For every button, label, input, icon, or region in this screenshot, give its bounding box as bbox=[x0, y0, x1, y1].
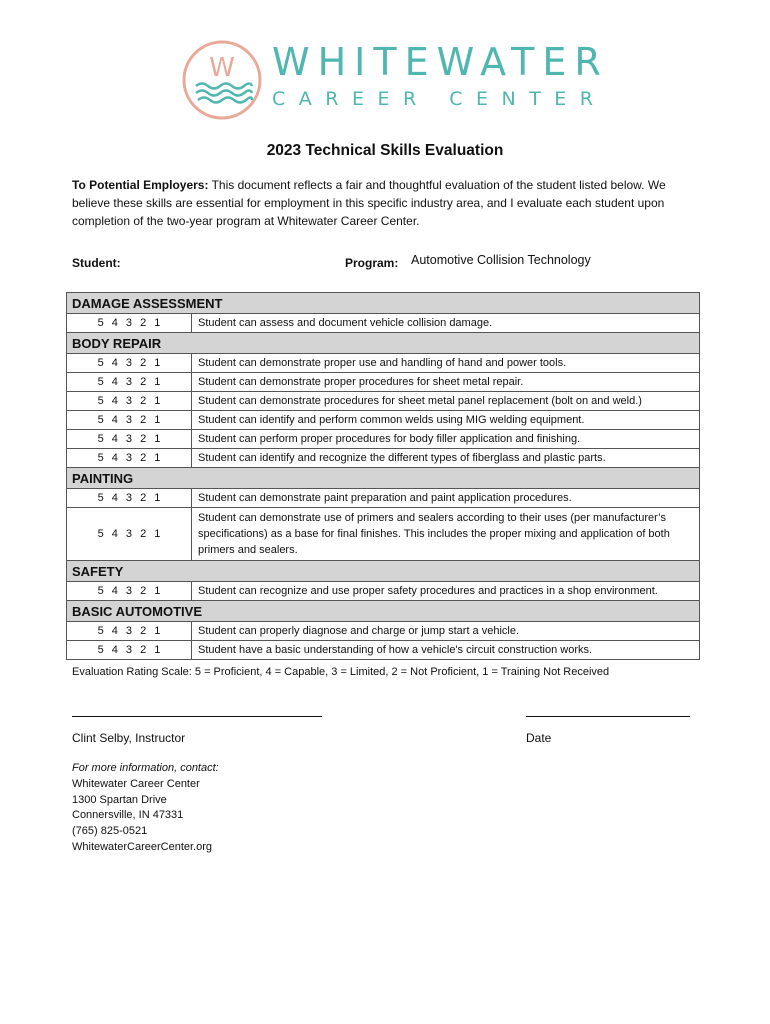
whitewater-logo bbox=[180, 38, 609, 122]
date-label: Date bbox=[526, 731, 552, 745]
intro-text: This document reflects a fair and thoughtful evaluation of the student listed below. We believe these skills are essential for employment in this specific industry area, and I evaluate each student upon completion of the two-year program at Whitewater Career Center. bbox=[72, 178, 666, 228]
contact-line: Whitewater Career Center bbox=[72, 777, 200, 790]
section-title-damage-assessment: DAMAGE ASSESSMENT bbox=[67, 293, 700, 314]
section-title-safety: SAFETY bbox=[67, 561, 700, 582]
skill-row bbox=[67, 392, 700, 411]
intro-lead: To Potential Employers: bbox=[72, 178, 209, 192]
skill-text: Student can properly diagnose and charge or jump start a vehicle. bbox=[192, 622, 700, 641]
skill-row bbox=[67, 449, 700, 468]
skill-text: Student can demonstrate paint preparation and paint application procedures. bbox=[192, 489, 700, 508]
skills-table bbox=[66, 292, 700, 660]
intro-paragraph bbox=[72, 176, 702, 230]
skill-row bbox=[67, 508, 700, 561]
program-label: Program: bbox=[345, 256, 399, 270]
section-header bbox=[67, 561, 700, 582]
skill-text: Student can perform proper procedures for body filler application and finishing. bbox=[192, 430, 700, 449]
logo-mark-icon bbox=[180, 38, 264, 122]
section-title-basic-automotive: BASIC AUTOMOTIVE bbox=[67, 601, 700, 622]
rating-scale: 5 4 3 2 1 bbox=[67, 508, 192, 561]
skill-text: Student can demonstrate use of primers and sealers according to their uses (per manufacturer’s specifications) as a base for final finishes. This includes the proper mixing and application of both primers and sealers. bbox=[192, 508, 700, 561]
section-title-body-repair: BODY REPAIR bbox=[67, 333, 700, 354]
skill-row bbox=[67, 411, 700, 430]
section-header bbox=[67, 601, 700, 622]
logo-wordmark-line2: CAREER CENTER bbox=[272, 88, 607, 110]
logo-mark-letter: W bbox=[209, 53, 235, 83]
skill-row bbox=[67, 582, 700, 601]
rating-scale: 5 4 3 2 1 bbox=[67, 641, 192, 660]
rating-scale: 5 4 3 2 1 bbox=[67, 373, 192, 392]
section-title-painting: PAINTING bbox=[67, 468, 700, 489]
rating-scale: 5 4 3 2 1 bbox=[67, 449, 192, 468]
skill-text: Student can demonstrate proper use and handling of hand and power tools. bbox=[192, 354, 700, 373]
contact-line: 1300 Spartan Drive bbox=[72, 793, 167, 806]
contact-line: Connersville, IN 47331 bbox=[72, 809, 184, 822]
skill-text: Student can identify and perform common welds using MIG welding equipment. bbox=[192, 411, 700, 430]
instructor-signature-line bbox=[72, 716, 322, 717]
skill-row bbox=[67, 314, 700, 333]
skill-row bbox=[67, 641, 700, 660]
skill-text: Student can demonstrate procedures for sheet metal panel replacement (bolt on and weld.) bbox=[192, 392, 700, 411]
contact-block bbox=[72, 761, 219, 856]
skill-row bbox=[67, 373, 700, 392]
rating-scale: 5 4 3 2 1 bbox=[67, 314, 192, 333]
rating-scale-legend: Evaluation Rating Scale: 5 = Proficient, 4 = Capable, 3 = Limited, 2 = Not Proficient, 1 = Training Not Received bbox=[72, 666, 610, 678]
rating-scale: 5 4 3 2 1 bbox=[67, 354, 192, 373]
skill-row bbox=[67, 354, 700, 373]
skill-row bbox=[67, 622, 700, 641]
contact-heading: For more information, contact: bbox=[72, 762, 219, 774]
date-signature-line bbox=[526, 716, 690, 717]
instructor-name: Clint Selby, Instructor bbox=[72, 731, 186, 745]
skill-text: Student can demonstrate proper procedures for sheet metal repair. bbox=[192, 373, 700, 392]
skill-row bbox=[67, 430, 700, 449]
rating-scale: 5 4 3 2 1 bbox=[67, 582, 192, 601]
skill-text: Student can assess and document vehicle collision damage. bbox=[192, 314, 700, 333]
rating-scale: 5 4 3 2 1 bbox=[67, 622, 192, 641]
skill-text: Student can identify and recognize the different types of fiberglass and plastic parts. bbox=[192, 449, 700, 468]
skill-row bbox=[67, 489, 700, 508]
rating-scale: 5 4 3 2 1 bbox=[67, 430, 192, 449]
page-title: 2023 Technical Skills Evaluation bbox=[266, 142, 504, 159]
skill-text: Student can recognize and use proper safety procedures and practices in a shop environment. bbox=[192, 582, 700, 601]
rating-scale: 5 4 3 2 1 bbox=[67, 411, 192, 430]
section-header bbox=[67, 468, 700, 489]
contact-line: (765) 825-0521 bbox=[72, 825, 148, 838]
student-label: Student: bbox=[72, 256, 121, 270]
rating-scale: 5 4 3 2 1 bbox=[67, 392, 192, 411]
program-value: Automotive Collision Technology bbox=[411, 253, 591, 267]
section-header bbox=[67, 293, 700, 314]
skill-text: Student have a basic understanding of how a vehicle's circuit construction works. bbox=[192, 641, 700, 660]
rating-scale: 5 4 3 2 1 bbox=[67, 489, 192, 508]
logo-wordmark-line1: WHITEWATER bbox=[272, 40, 609, 84]
contact-website: WhitewaterCareerCenter.org bbox=[72, 840, 213, 853]
section-header bbox=[67, 333, 700, 354]
